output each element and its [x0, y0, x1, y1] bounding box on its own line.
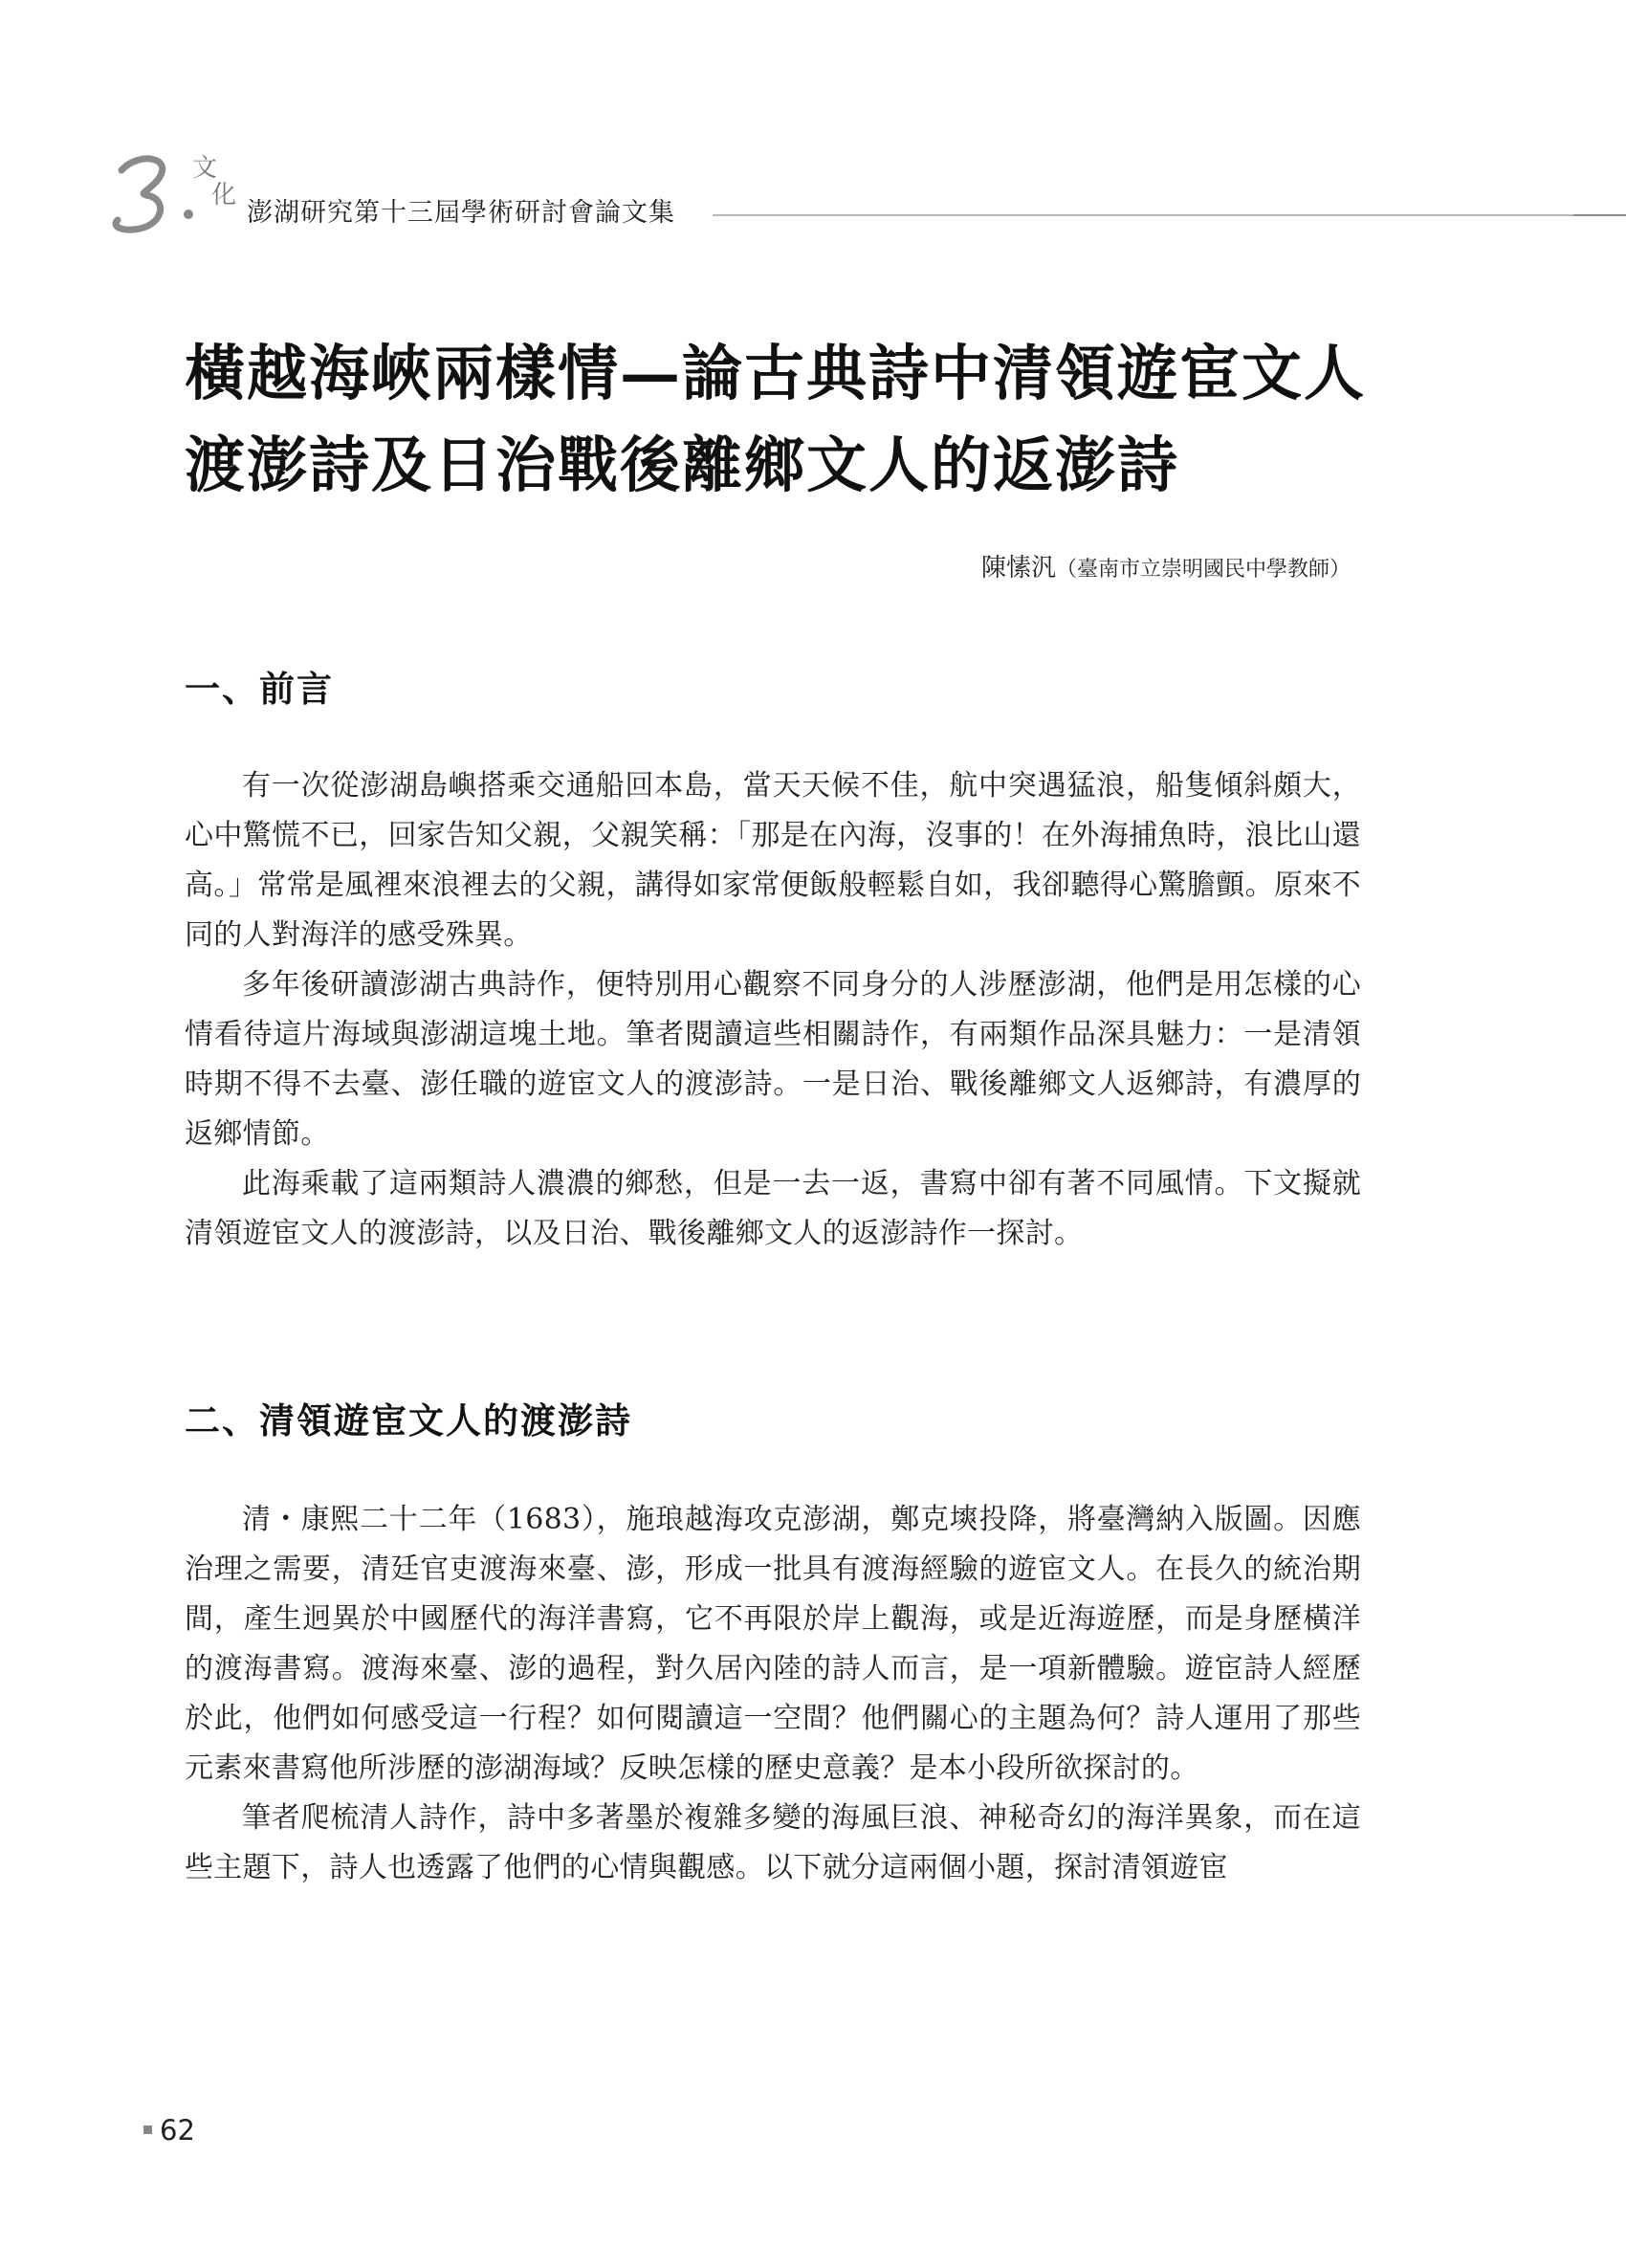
running-header	[100, 143, 1626, 239]
series-title: 澎湖研究第十三屆學術研討會論文集	[247, 198, 675, 228]
section-body-introduction	[185, 761, 1361, 1259]
paragraph: 清・康熙二十二年（1683），施琅越海攻克澎湖，鄭克塽投降，將臺灣納入版圖。因應治理之需要，清廷官吏渡海來臺、澎，形成一批具有渡海經驗的遊宦文人。在長久的統治期間，產生迥異於中國歷代的海洋書寫，它不再限於岸上觀海，或是近海遊歷，而是身歷橫洋的渡海書寫。渡海來臺、澎的過程，對久居內陸的詩人而言，是一項新體驗。遊宦詩人經歷於此，他們如何感受這一行程？如何閱讀這一空間？他們關心的主題為何？詩人運用了那些元素來書寫他所涉歷的澎湖海域？反映怎樣的歷史意義？是本小段所欲探討的。	[185, 1503, 1361, 1785]
article-title-line-1: 橫越海峽兩樣情—論古典詩中清領遊宦文人	[185, 338, 1366, 408]
author-byline	[981, 548, 1351, 584]
article-title	[185, 327, 1457, 511]
section-heading-introduction: 一、前言	[185, 668, 334, 710]
paragraph: 有一次從澎湖島嶼搭乘交通船回本島，當天天候不佳，航中突遇猛浪，船隻傾斜頗大，心中驚慌不已，回家告知父親，父親笑稱：「那是在內海，沒事的！在外海捕魚時，浪比山還高。」常常是風裡來浪裡去的父親，講得如家常便飯般輕鬆自如，我卻聽得心驚膽顫。原來不同的人對海洋的感受殊異。	[185, 769, 1361, 952]
paragraph: 筆者爬梳清人詩作，詩中多著墨於複雜多變的海風巨浪、神秘奇幻的海洋異象，而在這些主題下，詩人也透露了他們的心情與觀感。以下就分這兩個小題，探討清領遊宦	[185, 1801, 1361, 1884]
page-footer	[143, 2114, 195, 2147]
paragraph: 多年後研讀澎湖古典詩作，便特別用心觀察不同身分的人涉歷澎湖，他們是用怎樣的心情看待這片海域與澎湖這塊土地。筆者閱讀這些相關詩作，有兩類作品深具魅力：一是清領時期不得不去臺、澎任職的遊宦文人的渡澎詩。一是日治、戰後離鄉文人返鄉詩，有濃厚的返鄉情節。	[185, 968, 1361, 1151]
header-rule-end	[1573, 214, 1626, 216]
article-title-line-2: 渡澎詩及日治戰後離鄉文人的返澎詩	[185, 429, 1179, 500]
svg-text:文: 文	[192, 154, 218, 183]
svg-text:化: 化	[211, 181, 237, 209]
header-rule	[713, 214, 1626, 216]
section-heading-qing-poets: 二、清領遊宦文人的渡澎詩	[185, 1399, 632, 1442]
author-affiliation: （臺南市立崇明國民中學教師）	[1055, 558, 1351, 582]
paragraph: 此海乘載了這兩類詩人濃濃的鄉愁，但是一去一返，書寫中卻有著不同風情。下文擬就清領遊宦文人的渡澎詩，以及日治、戰後離鄉文人的返澎詩作一探討。	[185, 1167, 1361, 1250]
footer-square-icon	[143, 2125, 152, 2134]
page-number: 62	[160, 2114, 195, 2147]
author-name: 陳愫汎	[980, 554, 1056, 583]
section-body-qing-poets	[185, 1495, 1361, 1893]
